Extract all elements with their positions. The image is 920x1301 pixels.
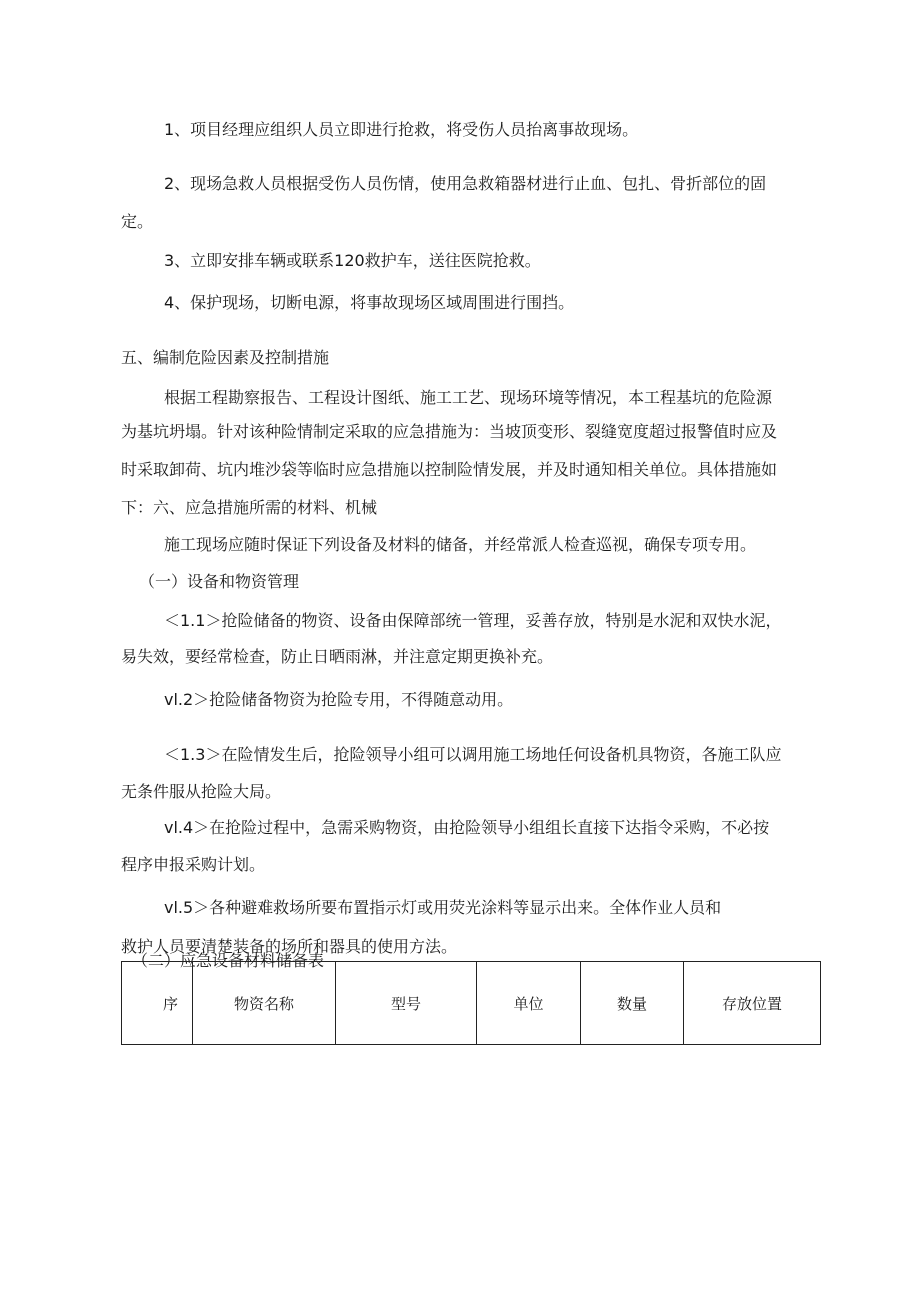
item-1-5-line-1: vl.5＞各种避难救场所要布置指示灯或用荧光涂料等显示出来。全体作业人员和 [164, 898, 722, 917]
section-5-heading: 五、编制危险因素及控制措施 [121, 348, 330, 367]
item-1-4-line-2: 程序申报采购计划。 [121, 855, 266, 874]
step-2-line-2: 定。 [121, 212, 154, 231]
item-1-1-line-2: 易失效，要经常检查，防止日晒雨淋，并注意定期更换补充。 [121, 647, 554, 666]
section-5-para-line-1: 根据工程勘察报告、工程设计图纸、施工工艺、现场环境等情况，本工程基坑的危险源 [164, 388, 773, 407]
col-header-unit: 单位 [477, 962, 581, 1045]
col-header-seq: 序 [122, 962, 193, 1045]
section-5-para-line-2: 为基坑坍塌。针对该种险情制定采取的应急措施为：当坡顶变形、裂缝宽度超过报警值时应及 [121, 422, 778, 441]
item-1-3-line-2: 无条件服从抢险大局。 [121, 782, 282, 801]
subsection-2-heading: （二）应急设备材料储备表 [132, 951, 325, 970]
section-5-para-line-3: 时采取卸荷、坑内堆沙袋等临时应急措施以控制险情发展，并及时通知相关单位。具体措施如 [121, 460, 778, 479]
col-header-name: 物资名称 [193, 962, 336, 1045]
reserve-intro: 施工现场应随时保证下列设备及材料的储备，并经常派人检查巡视，确保专项专用。 [164, 535, 757, 554]
col-header-quantity: 数量 [581, 962, 684, 1045]
subsection-1-heading: （一）设备和物资管理 [139, 572, 300, 591]
item-1-3-line-1: ＜1.3＞在险情发生后，抢险领导小组可以调用施工场地任何设备机具物资，各施工队应 [164, 745, 782, 764]
equipment-table [121, 961, 821, 1045]
col-header-location: 存放位置 [684, 962, 821, 1045]
table-header-row [122, 962, 821, 1045]
item-1-2: vl.2＞抢险储备物资为抢险专用，不得随意动用。 [164, 690, 514, 709]
item-1-5-line-2: 救护人员要清楚装备的场所和器具的使用方法。 [121, 937, 458, 956]
step-4: 4、保护现场，切断电源，将事故现场区域周围进行围挡。 [164, 293, 575, 312]
step-1: 1、项目经理应组织人员立即进行抢救，将受伤人员抬离事故现场。 [164, 120, 639, 139]
item-1-4-line-1: vl.4＞在抢险过程中，急需采购物资，由抢险领导小组组长直接下达指令采购，不必按 [164, 818, 770, 837]
item-1-1-line-1: ＜1.1＞抢险储备的物资、设备由保障部统一管理，妥善存放，特别是水泥和双快水泥， [164, 611, 782, 630]
step-2-line-1: 2、现场急救人员根据受伤人员伤情，使用急救箱器材进行止血、包扎、骨折部位的固 [164, 174, 767, 193]
step-3: 3、立即安排车辆或联系120救护车，送往医院抢救。 [164, 251, 541, 270]
col-header-model: 型号 [336, 962, 477, 1045]
section-5-para-line-4: 下：六、应急措施所需的材料、机械 [121, 498, 378, 517]
